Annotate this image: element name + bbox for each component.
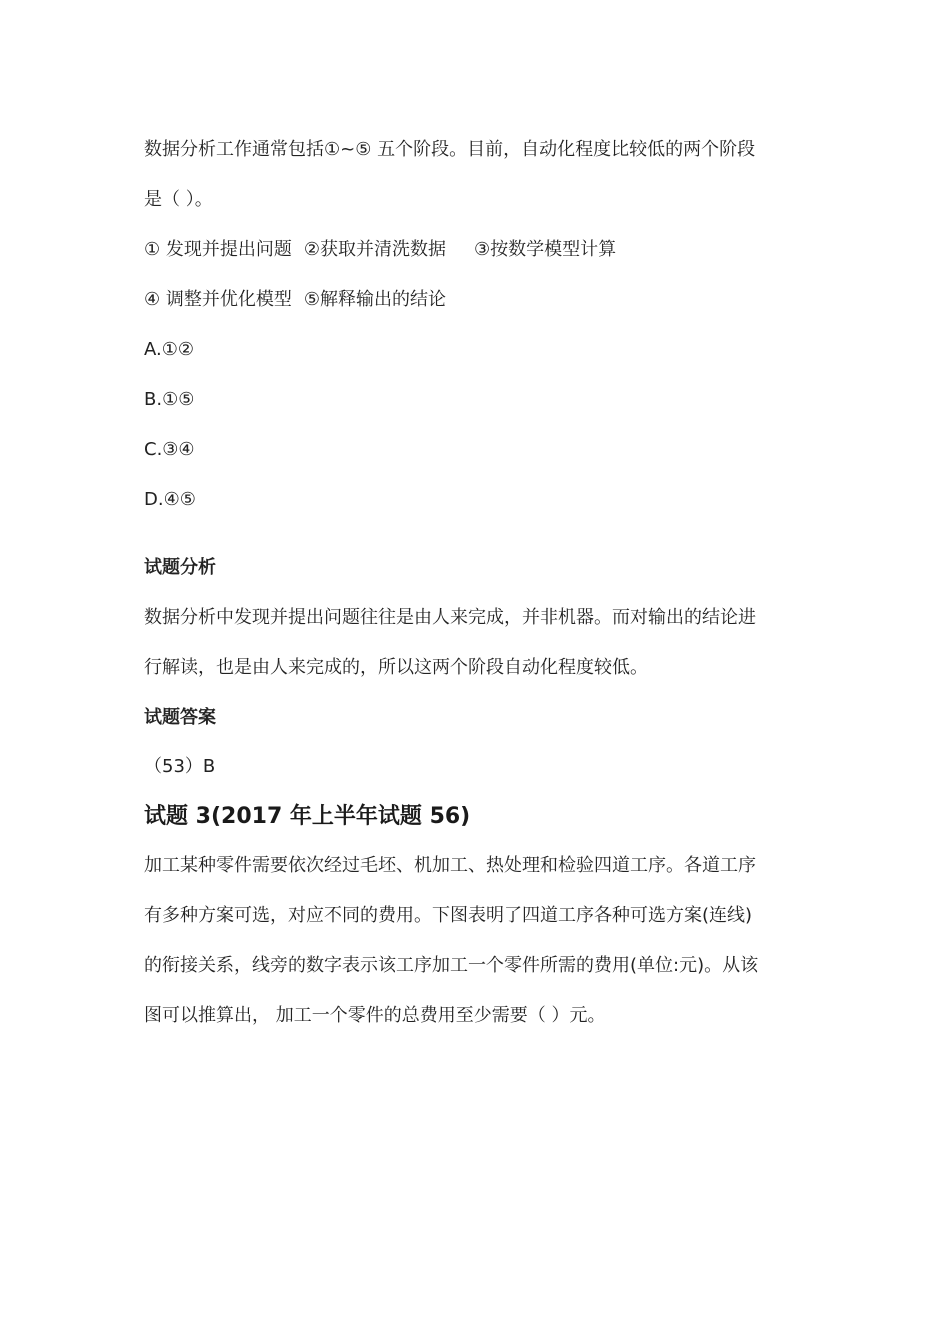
- answer-text: （53）B: [144, 756, 216, 777]
- choice-d: D.④⑤: [144, 489, 196, 510]
- choice-a: A.①②: [144, 339, 194, 360]
- question-stem-line-2: 是（ ）。: [144, 189, 213, 210]
- option-5: ⑤解释输出的结论: [303, 289, 446, 310]
- answer-heading: 试题答案: [144, 707, 216, 728]
- question-3-stem-line-2: 有多种方案可选，对应不同的费用。下图表明了四道工序各种可选方案(连线): [144, 905, 753, 926]
- question-3-title: 试题 3(2017 年上半年试题 56): [144, 804, 471, 829]
- question-3-stem-line-3: 的衔接关系，线旁的数字表示该工序加工一个零件所需的费用(单位:元)。从该: [144, 955, 759, 976]
- question-3-stem-line-4: 图可以推算出， 加工一个零件的总费用至少需要（ ）元。: [144, 1005, 606, 1026]
- question-stem-line-1: 数据分析工作通常包括①~⑤ 五个阶段。目前，自动化程度比较低的两个阶段: [144, 139, 756, 160]
- analysis-line-2: 行解读，也是由人来完成的，所以这两个阶段自动化程度较低。: [144, 657, 648, 678]
- choice-c: C.③④: [144, 439, 195, 460]
- option-1: ① 发现并提出问题: [144, 239, 292, 260]
- option-4: ④ 调整并优化模型: [144, 289, 292, 310]
- choice-b: B.①⑤: [144, 389, 195, 410]
- question-3-stem-line-1: 加工某种零件需要依次经过毛坯、机加工、热处理和检验四道工序。各道工序: [144, 855, 756, 876]
- analysis-heading: 试题分析: [144, 557, 216, 578]
- option-3: ③按数学模型计算: [474, 239, 617, 260]
- option-2: ②获取并清洗数据: [303, 239, 446, 260]
- options-row-1: [144, 238, 616, 262]
- analysis-line-1: 数据分析中发现并提出问题往往是由人来完成，并非机器。而对输出的结论进: [144, 607, 756, 628]
- options-row-2: [144, 288, 446, 312]
